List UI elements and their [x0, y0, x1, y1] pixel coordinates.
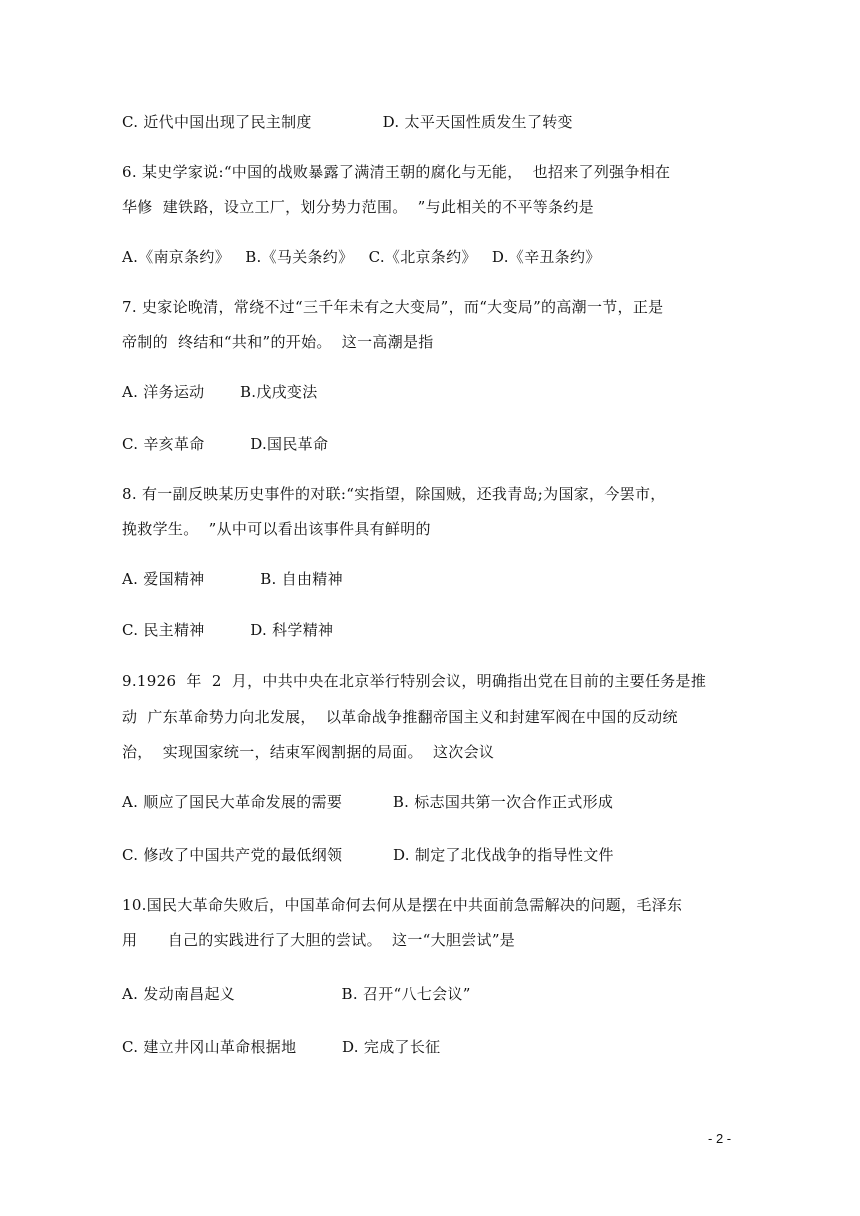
question-9-stem-line-2: 动 广东革命势力向北发展， 以革命战争推翻帝国主义和封建军阀在中国的反动统	[122, 708, 678, 726]
question-6-stem-line-2: 华修 建铁路，设立工厂，划分势力范围。 ”与此相关的不平等条约是	[122, 198, 594, 216]
question-9-options-ab: A. 顺应了国民大革命发展的需要 B. 标志国共第一次合作正式形成	[122, 793, 614, 811]
question-8-stem-line-1: 8. 有一副反映某历史事件的对联:“实指望，除国贼，还我青岛;为国家，今罢市，	[122, 485, 666, 503]
question-9-options-cd: C. 修改了中国共产党的最低纲领 D. 制定了北伐战争的指导性文件	[122, 846, 614, 864]
question-7-stem-line-2: 帝制的 终结和“共和”的开始。 这一高潮是指	[122, 333, 434, 351]
question-10-stem-line-2: 用 自己的实践进行了大胆的尝试。 这一“大胆尝试”是	[122, 931, 516, 949]
question-7-stem-line-1: 7. 史家论晚清，常绕不过“三千年未有之大变局”，而“大变局”的高潮一节，正是	[122, 298, 664, 316]
question-10-options-cd: C. 建立井冈山革命根据地 D. 完成了长征	[122, 1038, 441, 1056]
question-9-stem-line-3: 治， 实现国家统一，结束军阀割据的局面。 这次会议	[122, 743, 495, 761]
question-7-options-cd: C. 辛亥革命 D.国民革命	[122, 435, 329, 453]
question-8-options-ab: A. 爱国精神 B. 自由精神	[122, 570, 343, 588]
question-7-options-ab: A. 洋务运动 B.戊戌变法	[122, 383, 318, 401]
question-8-stem-line-2: 挽救学生。 ”从中可以看出该事件具有鲜明的	[122, 520, 431, 538]
question-10-stem-line-1: 10.国民大革命失败后，中国革命何去何从是摆在中共面前急需解决的问题，毛泽东	[122, 896, 683, 914]
question-6-options: A.《南京条约》 B.《马关条约》 C.《北京条约》 D.《辛丑条约》	[122, 248, 601, 266]
question-6-stem-line-1: 6. 某史学家说:“中国的战败暴露了满清王朝的腐化与无能， 也招来了列强争相在	[122, 163, 671, 181]
page-number: - 2 -	[708, 1131, 732, 1146]
question-5-options-cd: C. 近代中国出现了民主制度 D. 太平天国性质发生了转变	[122, 113, 573, 131]
question-8-options-cd: C. 民主精神 D. 科学精神	[122, 621, 334, 639]
question-9-stem-line-1: 9.1926 年 2 月，中共中央在北京举行特别会议，明确指出党在目前的主要任务是推	[122, 672, 707, 690]
question-10-options-ab: A. 发动南昌起义 B. 召开“八七会议”	[122, 985, 471, 1003]
